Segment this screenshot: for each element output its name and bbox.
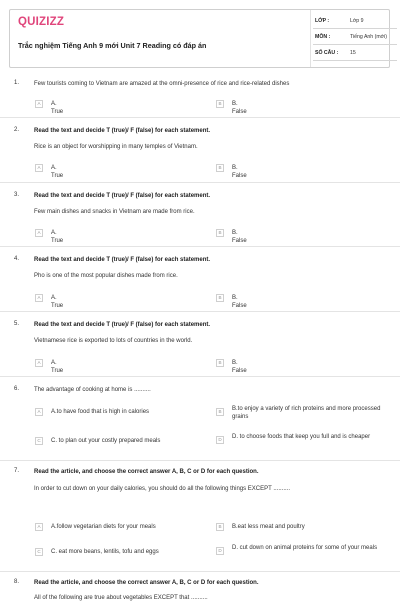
meta-class-label: LỚP : (315, 18, 330, 24)
page-title: Trắc nghiệm Tiếng Anh 9 mới Unit 7 Reading có đáp án (18, 41, 207, 50)
meta-class (315, 18, 364, 24)
option-letter-box: D (216, 547, 224, 555)
option-letter-box: D (216, 436, 224, 444)
option-letter-box: A (35, 359, 43, 367)
option-letter-box: A (35, 100, 43, 108)
question-number: 3. (14, 192, 20, 198)
option-label: A. True (51, 101, 64, 115)
option-label: B.eat less meat and poultry (232, 524, 305, 530)
option-letter-box: B (216, 229, 224, 237)
question-number: 4. (14, 256, 20, 262)
question-statement: In order to cut down on your daily calories, you should do all the following things EXCEPT .......... (34, 486, 291, 492)
option-label: B. False (232, 230, 247, 244)
option-label: B. False (232, 360, 247, 374)
question-text: Read the text and decide T (true)/ F (false) for each statement. (34, 193, 211, 199)
question-divider (0, 246, 400, 247)
option-label: D. cut down on animal proteins for some of your meals (232, 545, 378, 551)
option-label: A. True (51, 230, 64, 244)
question-text: The advantage of cooking at home is .......... (34, 387, 151, 393)
option-label: C. eat more beans, lentils, tofu and eggs (51, 549, 159, 555)
option-label: D. to choose foods that keep you full and is cheaper (232, 434, 371, 440)
option-letter-box: A (35, 294, 43, 302)
meta-subject-label: MÔN : (315, 34, 331, 40)
question-statement: Few main dishes and snacks in Vietnam are made from rice. (34, 209, 195, 215)
option-label: B. False (232, 165, 247, 179)
option-label: A. True (51, 360, 64, 374)
question-text: Read the text and decide T (true)/ F (false) for each statement. (34, 257, 211, 263)
option-letter-box: A (35, 164, 43, 172)
meta-underline (313, 28, 397, 29)
question-statement: Rice is an object for worshipping in many temples of Vietnam. (34, 144, 198, 150)
question-number: 1. (14, 80, 20, 86)
question-divider (0, 182, 400, 183)
option-label: B.to enjoy a variety of rich proteins and more processed grains (232, 406, 381, 420)
meta-underline (313, 44, 397, 45)
question-divider (0, 311, 400, 312)
question-text: Read the article, and choose the correct answer A, B, C or D for each question. (34, 469, 259, 475)
question-number: 2. (14, 127, 20, 133)
option-letter-box: B (216, 408, 224, 416)
question-text: Read the text and decide T (true)/ F (false) for each statement. (34, 322, 211, 328)
question-text: Read the article, and choose the correct answer A, B, C or D for each question. (34, 580, 259, 586)
option-label: A. True (51, 295, 64, 309)
header-divider (310, 10, 311, 67)
option-letter-box: A (35, 523, 43, 531)
question-divider (0, 376, 400, 377)
quizizz-logo: QUIZIZZ (18, 16, 65, 28)
meta-count-label: SỐ CÂU : (315, 50, 339, 56)
option-letter-box: B (216, 359, 224, 367)
question-text: Few tourists coming to Vietnam are amazed at the omni-presence of rice and rice-related dishes (34, 81, 290, 87)
meta-count-value: 15 (350, 50, 356, 56)
meta-subject-value: Tiếng Anh (mới) (350, 34, 387, 40)
meta-underline (313, 60, 397, 61)
question-divider (0, 117, 400, 118)
question-statement: Vietnamese rice is exported to lots of countries in the world. (34, 338, 193, 344)
question-statement: All of the following are true about vegetables EXCEPT that .......... (34, 595, 208, 601)
meta-class-value: Lớp 9 (350, 18, 364, 24)
option-letter-box: B (216, 523, 224, 531)
question-number: 6. (14, 386, 20, 392)
question-divider (0, 571, 400, 572)
question-divider (0, 460, 400, 461)
option-label: B. False (232, 101, 247, 115)
option-letter-box: A (35, 408, 43, 416)
meta-subject (315, 34, 387, 40)
question-number: 7. (14, 468, 20, 474)
document-header (9, 9, 390, 68)
option-letter-box: C (35, 437, 43, 445)
question-text: Read the text and decide T (true)/ F (false) for each statement. (34, 128, 211, 134)
option-label: A.to have food that is high in calories (51, 409, 150, 415)
option-letter-box: B (216, 164, 224, 172)
question-number: 8. (14, 579, 20, 585)
option-letter-box: A (35, 229, 43, 237)
meta-count (315, 50, 356, 56)
option-letter-box: B (216, 294, 224, 302)
option-label: C. to plan out your costly prepared meals (51, 438, 161, 444)
option-letter-box: C (35, 548, 43, 556)
option-label: B. False (232, 295, 247, 309)
option-label: A.follow vegetarian diets for your meals (51, 524, 156, 530)
option-letter-box: B (216, 100, 224, 108)
option-label: A. True (51, 165, 64, 179)
question-number: 5. (14, 321, 20, 327)
question-statement: Pho is one of the most popular dishes made from rice. (34, 273, 178, 279)
